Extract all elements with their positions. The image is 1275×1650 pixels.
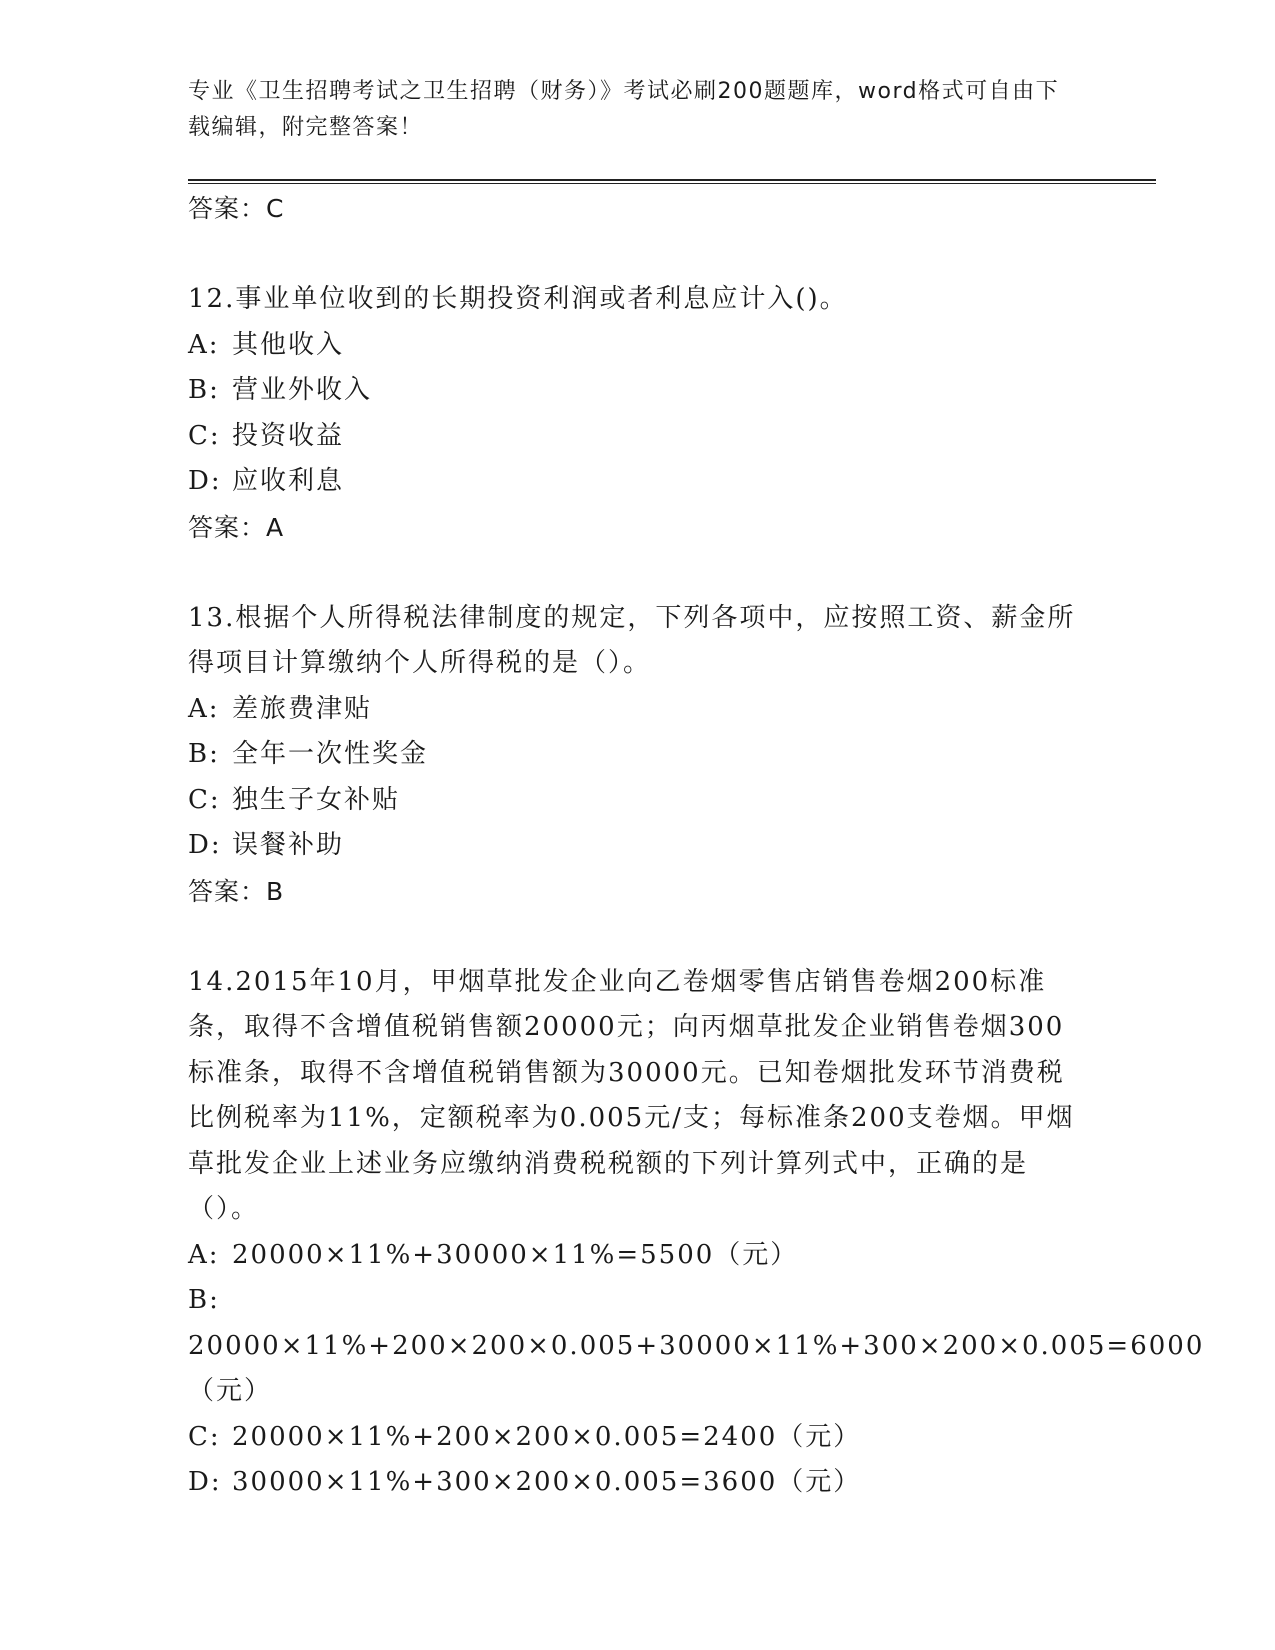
question-14-option-a	[188, 1233, 1088, 1279]
option-label: C:	[188, 784, 221, 815]
question-14-option-b	[188, 1278, 1205, 1415]
option-label: A:	[188, 1239, 220, 1270]
question-13-option-c	[188, 778, 1088, 824]
question-14-option-c	[188, 1415, 1088, 1461]
question-13-answer: 答案：B	[188, 876, 285, 906]
question-12-option-b	[188, 368, 1088, 414]
option-label: D:	[188, 466, 222, 496]
option-text: 误餐补助	[232, 830, 345, 860]
option-label: B:	[188, 375, 220, 405]
answer-prev: 答案：C	[188, 194, 285, 223]
option-label: D:	[188, 1467, 222, 1497]
option-text: 20000×11%+200×200×0.005+30000×11%+300×200×0.005=6000（元）	[188, 1330, 1205, 1406]
question-12-option-a	[188, 323, 1088, 369]
question-13-option-d	[188, 823, 1088, 869]
option-text: 独生子女补贴	[232, 784, 401, 815]
header-divider-thick	[188, 179, 1156, 181]
option-text: 营业外收入	[232, 375, 373, 405]
question-13-option-a	[188, 687, 1088, 733]
option-label: C:	[188, 1421, 221, 1452]
question-list	[188, 186, 1205, 1506]
question-14-stem: 14.2015年10月，甲烟草批发企业向乙卷烟零售店销售卷烟200标准条，取得不含增值税销售额20000元；向丙烟草批发企业销售卷烟300标准条，取得不含增值税销售额为30000元。已知卷烟批发环节消费税比例税率为11%，定额税率为0.005元/支；每标准条200支卷烟。甲烟草批发企业上述业务应缴纳消费税税额的下列计算列式中，正确的是（）。	[188, 966, 1075, 1224]
option-label: A:	[188, 693, 220, 724]
document-header: 专业《卫生招聘考试之卫生招聘（财务）》考试必刷200题题库，word格式可自由下载编辑，附完整答案！	[188, 79, 1060, 140]
question-12-option-c	[188, 414, 1088, 460]
question-13-option-b	[188, 732, 1088, 778]
option-text: 20000×11%+30000×11%=5500（元）	[232, 1239, 799, 1270]
question-14-option-d	[188, 1460, 1088, 1506]
option-text: 应收利息	[232, 466, 345, 496]
question-13-stem: 13.根据个人所得税法律制度的规定，下列各项中，应按照工资、薪金所得项目计算缴纳个人所得税的是（）。	[188, 602, 1076, 678]
option-text: 差旅费津贴	[232, 693, 373, 724]
option-label: C:	[188, 420, 221, 451]
option-text: 投资收益	[232, 420, 345, 451]
option-label: D:	[188, 830, 222, 860]
option-text: 20000×11%+200×200×0.005=2400（元）	[232, 1421, 862, 1452]
header-divider-thin	[188, 183, 1156, 184]
question-12-answer: 答案：A	[188, 512, 285, 542]
option-label: B:	[188, 1285, 220, 1315]
option-text: 30000×11%+300×200×0.005=3600（元）	[232, 1467, 862, 1497]
option-label: B:	[188, 739, 220, 769]
question-12-option-d	[188, 459, 1088, 505]
question-12-stem: 12.事业单位收到的长期投资利润或者利息应计入()。	[188, 284, 848, 314]
option-label: A:	[188, 329, 220, 360]
option-text: 全年一次性奖金	[232, 739, 429, 769]
option-text: 其他收入	[232, 329, 345, 360]
